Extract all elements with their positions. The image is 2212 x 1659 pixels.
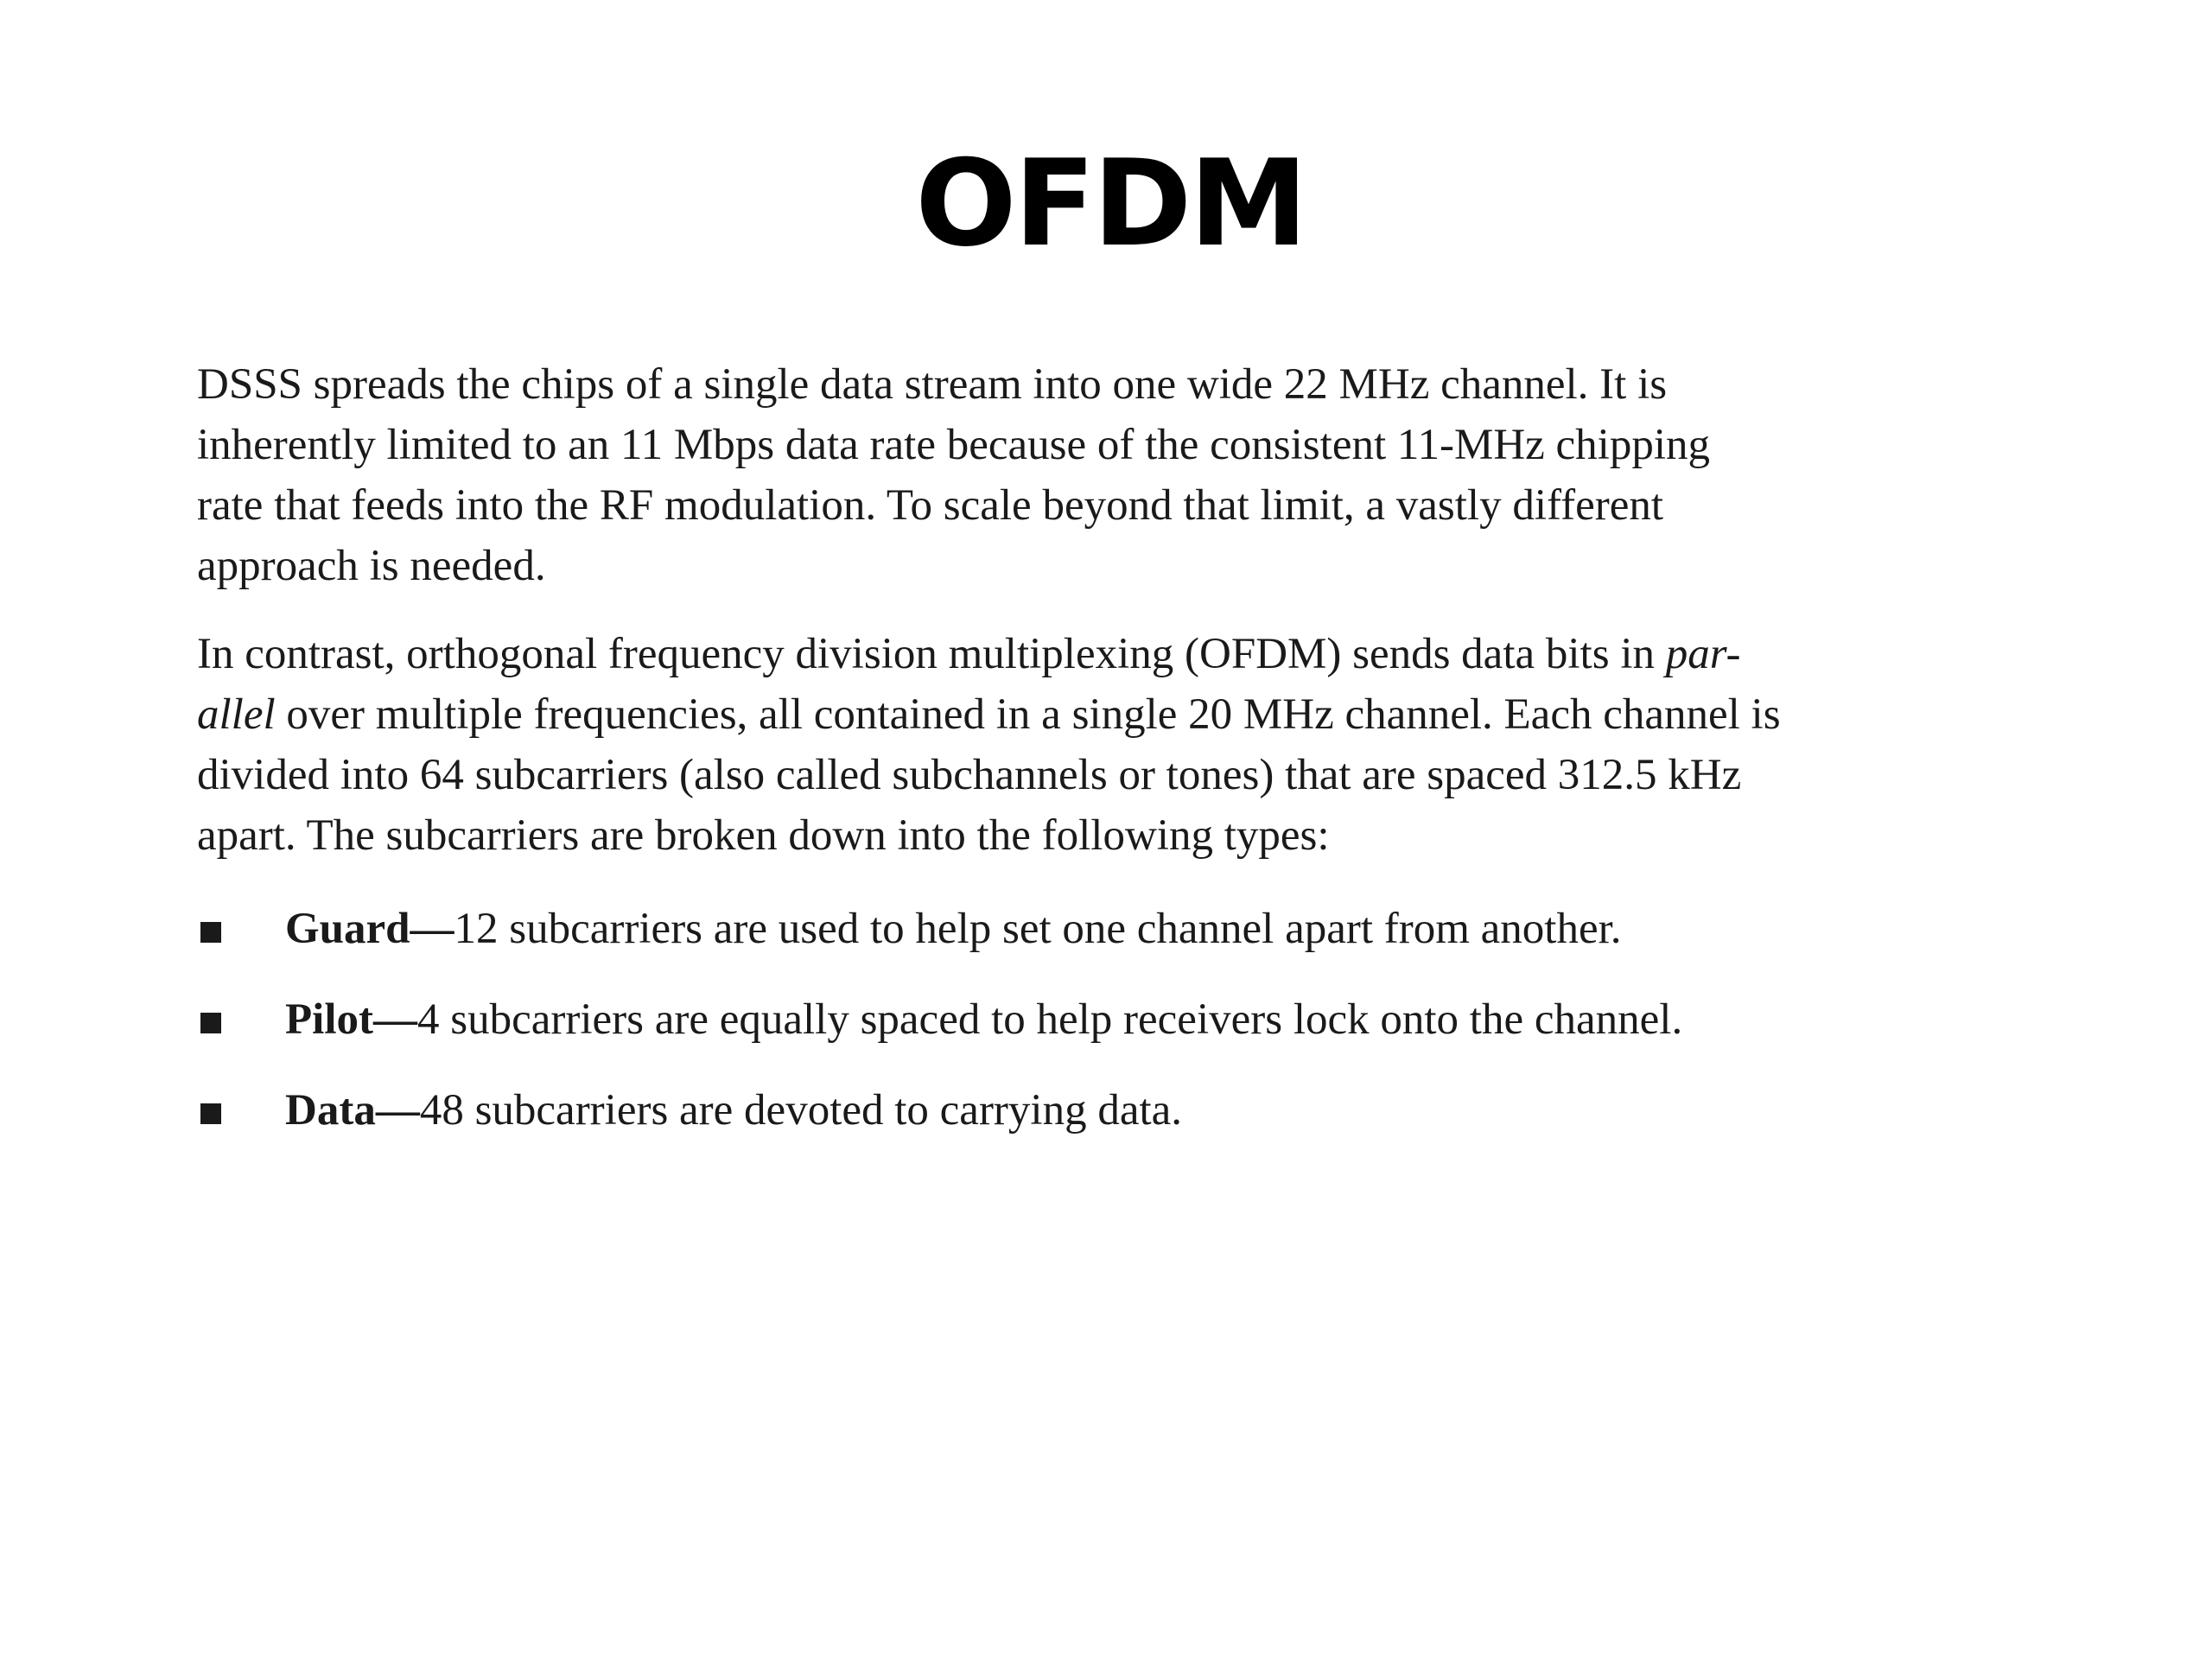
bullet-term: Data— <box>285 1086 420 1135</box>
bullet-term: Guard— <box>285 905 454 953</box>
text-line <box>197 624 1977 684</box>
list-item-pilot <box>197 989 1977 1050</box>
paragraph-ofdm <box>197 624 1977 866</box>
bullet-text: 48 subcarriers are devoted to carrying data. <box>419 1086 1183 1135</box>
italic-text: par- <box>1665 630 1741 678</box>
subcarrier-types-list <box>197 899 1977 1141</box>
text-line: rate that feeds into the RF modulation. To scale beyond that limit, a vastly different <box>197 481 1663 530</box>
italic-text: allel <box>197 690 276 739</box>
text-line: DSSS spreads the chips of a single data stream into one wide 22 MHz channel. It is <box>197 360 1668 409</box>
list-item-data <box>197 1080 1977 1141</box>
slide-title: OFDM <box>915 134 1306 273</box>
slide-body <box>197 354 1977 1141</box>
text-line: divided into 64 subcarriers (also called subchannels or tones) that are spaced 312.5 kHz <box>197 751 1742 799</box>
text-line <box>197 684 1977 745</box>
bullet-text: 12 subcarriers are used to help set one channel apart from another. <box>454 905 1622 953</box>
text-line: approach is needed. <box>197 542 546 590</box>
square-bullet-icon <box>200 1013 221 1033</box>
list-item-guard <box>197 899 1977 959</box>
paragraph-dsss <box>197 354 1977 596</box>
square-bullet-icon <box>200 1103 221 1124</box>
text-line: apart. The subcarriers are broken down into the following types: <box>197 811 1330 860</box>
text-run: over multiple frequencies, all contained in a single 20 MHz channel. Each channel is <box>275 690 1781 739</box>
bullet-term: Pilot— <box>285 995 417 1044</box>
square-bullet-icon <box>200 922 221 943</box>
text-run: In contrast, orthogonal frequency division multiplexing (OFDM) sends data bits in <box>197 630 1666 678</box>
bullet-text: 4 subcarriers are equally spaced to help receivers lock onto the channel. <box>416 995 1683 1044</box>
text-line: inherently limited to an 11 Mbps data rate because of the consistent 11-MHz chipping <box>197 421 1711 469</box>
